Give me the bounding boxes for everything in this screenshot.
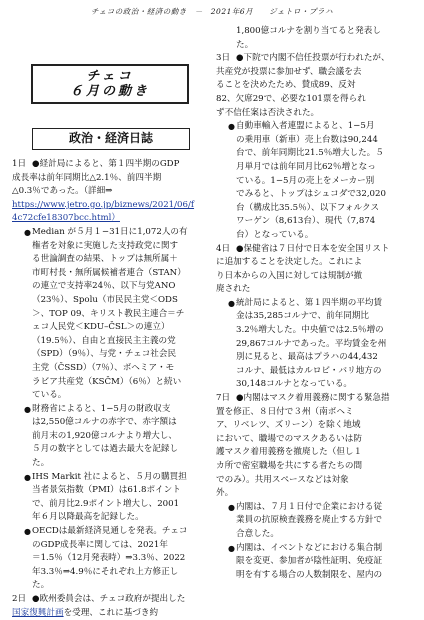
entry-text: 別に見ると、最高はプラハの44,432 — [236, 352, 378, 363]
entry-text: ５月の数字としては過去最大を記録し — [32, 444, 179, 455]
bullet-icon: ● — [32, 594, 40, 604]
bullet-icon: ● — [236, 243, 244, 254]
entry-text: 市町村長・無所属候補者連合（STAN） — [32, 267, 186, 278]
entry-text: コルナ、最低はカルロビ・バリ地方の — [236, 365, 382, 376]
entry-text: 外。 — [216, 488, 234, 499]
bullet-icon: ● — [236, 53, 244, 64]
entry-text: IHS Markit 社によると、５月の購買担 — [32, 471, 187, 482]
source-link[interactable]: https://www.jetro.go.jp/biznews/2021/06/f — [12, 199, 195, 210]
entry-date: 4日 — [216, 243, 231, 254]
entry-text: 廃された — [216, 284, 251, 295]
list-item — [216, 297, 416, 392]
entry-text: 1,800億コルナを割り当てると発表し — [236, 26, 381, 36]
entry-text: （SPD）（9％）、与党・チェコ社会民 — [32, 349, 177, 360]
entry-text: 金は35,285コルナで、前年同期比 — [236, 311, 370, 322]
entry-date: 3日 — [216, 53, 231, 64]
entry-text: ワーゲン（8,613台）、現代（7,874 — [236, 216, 376, 227]
list-item — [12, 226, 208, 403]
entry-text: （19.5％）、自由と直接民主主義の党 — [32, 335, 176, 346]
bullet-icon: ● — [236, 393, 244, 404]
bullet-icon: ● — [228, 122, 235, 132]
entry-text: た。 — [236, 39, 254, 50]
list-item — [216, 501, 416, 542]
entry-text: 台）となっている。 — [236, 229, 314, 240]
entry-date: 2日 — [12, 594, 27, 604]
entry-text: 財務省によると、1−5月の財政収支 — [32, 403, 171, 414]
entry-text: 82、欠席29で、必要な101票を得られ — [216, 93, 366, 104]
entry-text: 成長率は前年同期比△2.1％、前四半期 — [12, 172, 162, 183]
right-column — [216, 25, 416, 582]
entry-text: カ所で密室職場を共にする者たちの間 — [216, 461, 363, 471]
entry-text: で、前月比2.9ポイント増大し、2001 — [32, 498, 180, 509]
bullet-icon: ● — [32, 159, 40, 169]
source-link[interactable]: 4c72cfe18307bcc.html） — [12, 213, 120, 224]
bullet-icon: ● — [228, 543, 235, 553]
entry-text: 下院で内閣不信任投票が行われたが、 — [243, 53, 390, 64]
entry-text: に追加することを決定した。これによ — [216, 257, 363, 268]
entry-text: △0.3％であった。（詳細⇒ — [12, 186, 113, 197]
entry-text: Median が５月１−31日に1,072人の有 — [32, 226, 188, 237]
entry-text: ェコ人民党＜KDU–ČSL＞の連立） — [32, 322, 170, 333]
left-entries — [12, 158, 208, 620]
entry-text: ている。 — [32, 390, 67, 401]
bullet-icon: ● — [24, 227, 31, 237]
entry-text: ＞、TOP 09、キリスト教民主連合＝チ — [32, 308, 185, 319]
entry-text: 限を変更、参加者が陰性証明、免疫証 — [236, 556, 383, 567]
entry-text: 業員の抗原検査義務を廃止する方針で — [236, 515, 383, 526]
entry-text: でのみ）。共用スペースなどは対象 — [216, 474, 349, 485]
continued-entry — [216, 25, 416, 52]
entry-text: た。 — [32, 580, 50, 591]
entry-text: は2,550億コルナの赤字で、赤字額は — [32, 417, 177, 428]
entry-text: 29,867コルナであった。平均賃金を州 — [236, 338, 387, 349]
entry-text: ている。1−5月の売上をメーカー別 — [236, 175, 375, 186]
list-item — [216, 542, 416, 583]
running-header: チェコの政治・経済の動き － 2021年6月 ジェトロ・プラハ — [91, 7, 333, 16]
section-heading: 政治・経済日誌 — [32, 128, 190, 150]
bullet-icon: ● — [228, 502, 235, 512]
entry-text: 年６月以降最高を記録した。 — [32, 512, 144, 523]
entry-text: のGDP成長率に関しては、2021年 — [32, 539, 168, 550]
entry-text: ることを決めたため、賛成89、反対 — [216, 80, 356, 91]
entry-text: 3.2％増大した。中央値では2.5％増の — [236, 325, 384, 336]
list-item — [12, 403, 208, 471]
entry-text: 共産党が投票に参加せず、職会議を去 — [216, 66, 362, 77]
recovery-plan-link[interactable]: 国家復興計画 — [12, 607, 64, 618]
entry-text: た。 — [32, 458, 50, 469]
title-line-2: ６月の動き — [69, 84, 150, 99]
entry-june-2 — [12, 593, 208, 620]
entry-text: 欧州委員会は、チェコ政府が提出した — [39, 594, 186, 604]
entry-text: 年3.3％⇒4.9％にそれぞれ上方修正し — [32, 566, 179, 577]
entry-text: 主党（ČSSD）（7％）、ボヘミア・モ — [32, 362, 175, 373]
entry-text: 台（構成比35.5％）、以下フォルクス — [236, 202, 380, 213]
entry-text: において、職場でのマスクあるいは防 — [216, 433, 362, 444]
entry-text: の乗用車（新車）売上台数は90,244 — [236, 134, 378, 145]
entry-text: 置を修正、８日付で３州（南ボヘミ — [216, 406, 354, 417]
entry-text: 統計局によると、第１四半期の平均賃 — [236, 297, 383, 308]
entry-text: OECDは最新経済見通しを発表。チェコ — [32, 526, 188, 537]
entry-june-1 — [12, 158, 208, 226]
entry-date: 1日 — [12, 159, 27, 169]
entry-text: 自動車輸入者連盟によると、1−5月 — [236, 121, 375, 132]
entry-text: る世論調査の結果、トップは無所属＋ — [32, 254, 178, 265]
entry-text: 30,148コルナとなっている。 — [236, 379, 353, 390]
entry-june-7 — [216, 392, 416, 501]
entry-text: 経計局によると、第１四半期のGDP — [39, 159, 180, 169]
list-item — [216, 120, 416, 242]
entry-text: ＝1.5％（12月発表時）⇒3.3％、2022 — [32, 553, 186, 564]
title-line-1: チェコ — [86, 69, 134, 84]
entry-text: 権者を対象に実施した支持政党に関す — [32, 240, 179, 251]
entry-june-3 — [216, 52, 416, 120]
entry-date: 7日 — [216, 393, 231, 404]
entry-text: 内閣は、イベントなどにおける集合制 — [236, 542, 383, 553]
list-item — [12, 525, 208, 593]
left-column — [12, 20, 208, 620]
entry-text: ず不信任案は否決された。 — [216, 107, 320, 118]
entry-text: でみると、トップはシュコダで32,020 — [236, 189, 386, 200]
entry-text: ラビア共産党（KSČM）（6％）と続い — [32, 376, 182, 387]
entry-text: ア、リベレツ、ズリーン）を除く地域 — [216, 420, 361, 431]
entry-text: 保健省は７日付で日本を安全国リスト — [243, 243, 390, 254]
list-item — [12, 471, 208, 525]
entry-text: 台で、前年同期比21.5％増大した。５ — [236, 148, 384, 159]
bullet-icon: ● — [24, 472, 31, 482]
bullet-icon: ● — [24, 404, 31, 414]
bullet-icon: ● — [228, 298, 235, 308]
entry-text: 当者景気指数（PMI）は61.8ポイント — [32, 485, 181, 496]
entry-text: 合意した。 — [236, 528, 279, 539]
entry-text: の連立で支持率24％、以下与党ANO — [32, 281, 176, 292]
entry-text: 内閣はマスク着用義務に関する緊急措 — [243, 393, 390, 404]
entry-text: 護マスク着用義務を撤廃した（但し１ — [216, 447, 363, 458]
entry-text: を受理、これに基づき約 — [63, 607, 159, 618]
entry-june-4 — [216, 243, 416, 297]
entry-text: 月単月では前年同月比62％増となっ — [236, 161, 376, 172]
entry-text: 前月末の1,920億コルナより増大し、 — [32, 430, 177, 441]
entry-text: 内閣は、７月１日付で企業における従 — [236, 501, 383, 512]
title-box — [31, 64, 189, 104]
entry-text: （23％）、Spolu（市民民主党＜ODS — [32, 294, 178, 305]
bullet-icon: ● — [24, 527, 31, 537]
entry-text: 明を有する場合の人数制限を、屋内の — [236, 569, 383, 580]
entry-text: り日本からの入国に対しては規制が撤 — [216, 270, 363, 281]
